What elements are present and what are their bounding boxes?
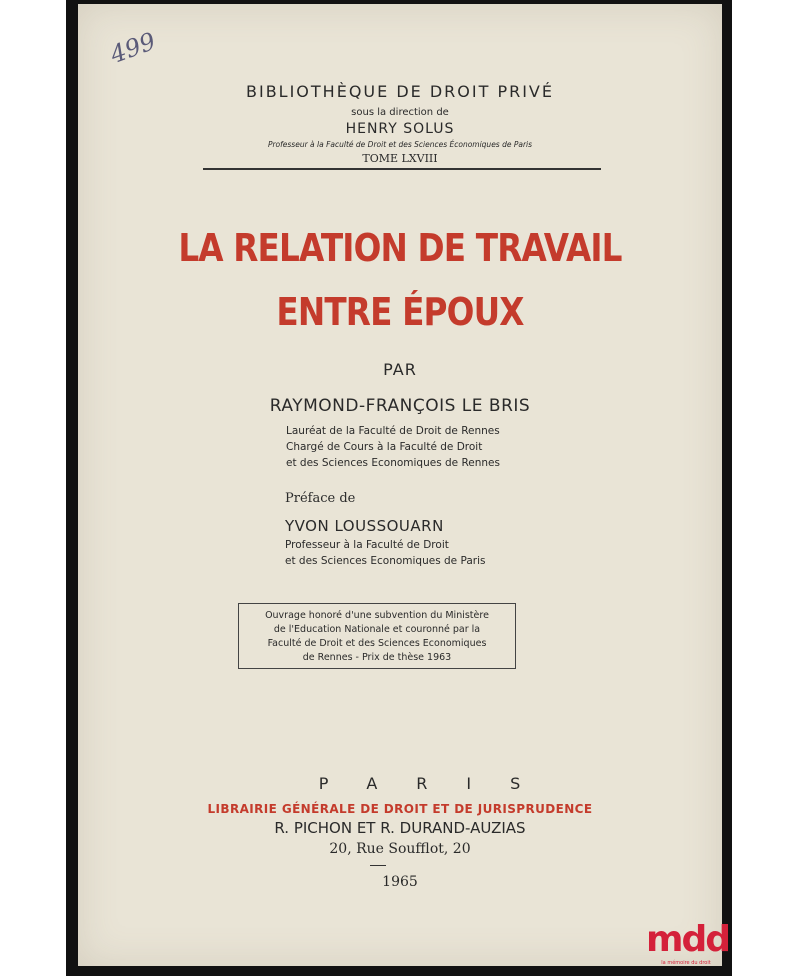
series-volume: TOME LXVIII	[362, 152, 438, 165]
header-rule	[203, 168, 601, 170]
author-affiliation: Chargé de Cours à la Faculté de Droit	[286, 441, 483, 453]
honor-line: de l'Education Nationale et couronné par la	[273, 624, 481, 635]
mdd-logo	[646, 919, 730, 972]
by-label: PAR	[383, 360, 417, 379]
imprint-city: PARIS	[318, 774, 560, 793]
series-title: BIBLIOTHÈQUE DE DROIT PRIVÉ	[246, 82, 554, 101]
author-name: RAYMOND-FRANÇOIS LE BRIS	[269, 396, 531, 416]
imprint-printer: R. PICHON ET R. DURAND-AUZIAS	[274, 819, 526, 837]
author-affiliation: et des Sciences Economiques de Rennes	[286, 457, 500, 469]
series-director-title: Professeur à la Faculté de Droit et des Sciences Économiques de Paris	[267, 140, 533, 149]
book-title-line-1: LA RELATION DE TRAVAIL	[178, 226, 622, 270]
honor-box	[238, 603, 516, 669]
book-title-line-2: ENTRE ÉPOUX	[276, 290, 524, 334]
honor-line: Ouvrage honoré d'une subvention du Ministère	[265, 610, 489, 621]
imprint-publisher: LIBRAIRIE GÉNÉRALE DE DROIT ET DE JURISPRUDENCE	[207, 802, 593, 816]
preface-affiliations	[285, 537, 485, 569]
honor-line: Faculté de Droit et des Sciences Economiques	[267, 638, 487, 649]
preface-author: YVON LOUSSOUARN	[285, 517, 444, 535]
year-dash	[370, 865, 386, 866]
series-director: HENRY SOLUS	[345, 121, 455, 137]
author-affiliation: Lauréat de la Faculté de Droit de Rennes	[286, 425, 500, 437]
preface-affiliation: et des Sciences Economiques de Paris	[285, 555, 486, 567]
imprint-year: 1965	[382, 874, 418, 890]
mdd-logo-mark: mdd	[646, 919, 730, 960]
honor-line: de Rennes - Prix de thèse 1963	[302, 652, 452, 663]
book-cover	[78, 4, 722, 966]
preface-label: Préface de	[285, 491, 356, 506]
author-affiliations	[286, 423, 500, 471]
imprint-address: 20, Rue Soufflot, 20	[329, 841, 471, 857]
preface-affiliation: Professeur à la Faculté de Droit	[285, 539, 449, 551]
mdd-logo-tagline: la mémoire du droit	[661, 960, 711, 966]
handwritten-number: 499	[106, 27, 160, 69]
series-direction-label: sous la direction de	[351, 107, 449, 118]
